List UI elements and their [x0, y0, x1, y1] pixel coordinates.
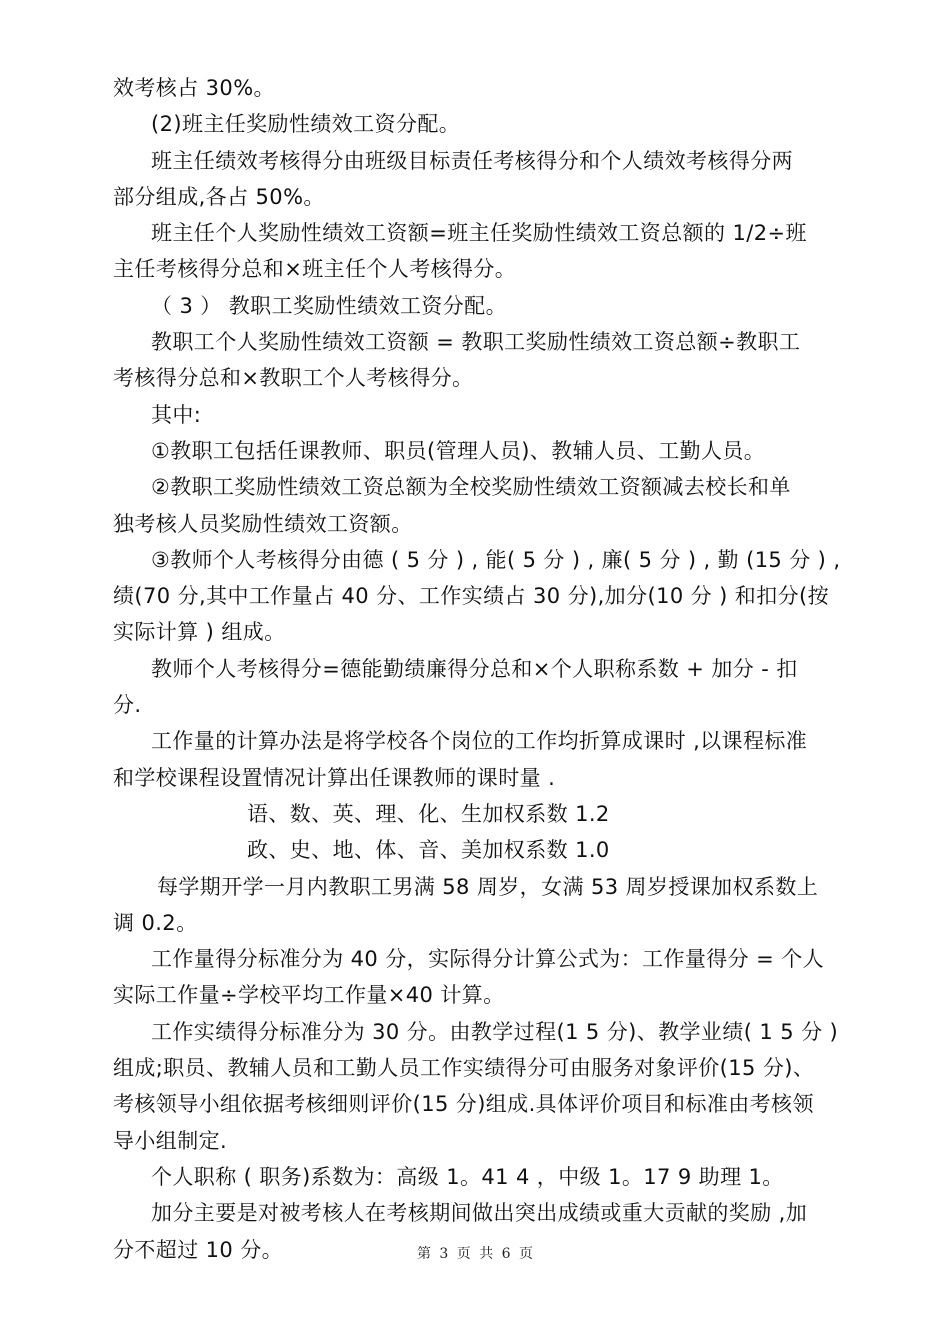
paragraph-line: ③教师个人考核得分由德 ( 5 分 ) , 能( 5 分 ) , 廉( 5 分 ) , 勤 (15 分 ) , [151, 547, 841, 572]
paragraph-line: 主任考核得分总和×班主任个人考核得分。 [113, 257, 517, 282]
paragraph-line: 导小组制定. [113, 1128, 228, 1153]
page-number-footer: 第 3 页 共 6 页 [416, 1246, 534, 1262]
paragraph-line: 教师个人考核得分=德能勤绩廉得分总和×个人职称系数 + 加分 - 扣 [151, 656, 798, 681]
paragraph-line: 效考核占 30%。 [113, 76, 275, 100]
paragraph-line: 部分组成,各占 50%。 [113, 184, 325, 209]
paragraph-line: 独考核人员奖励性绩效工资额。 [113, 511, 413, 536]
paragraph-line: 每学期开学一月内教职工男满 58 周岁，女满 53 周岁授课加权系数上 [157, 874, 819, 899]
paragraph-line: 班主任个人奖励性绩效工资额=班主任奖励性绩效工资总额的 1/2÷班 [151, 221, 807, 246]
paragraph-line: 工作实绩得分标准分为 30 分。由教学过程(1 5 分)、教学业绩( 1 5 分 ) [151, 1019, 839, 1044]
document-body [113, 70, 840, 1268]
paragraph-line: 个人职称 ( 职务)系数为：高级 1。41 4 ，中级 1。17 9 助理 1。 [151, 1164, 784, 1189]
paragraph-line: 考核得分总和×教职工个人考核得分。 [113, 366, 474, 391]
paragraph-line: 实际工作量÷学校平均工作量×40 计算。 [113, 983, 505, 1008]
paragraph-line: 政、史、地、体、音、美加权系数 1.0 [247, 838, 610, 863]
paragraph-line: 分. [113, 693, 142, 718]
paragraph-line: 考核领导小组依据考核细则评价(15 分)组成.具体评价项目和标准由考核领 [113, 1092, 814, 1117]
paragraph-line: 语、数、英、理、化、生加权系数 1.2 [247, 801, 610, 826]
paragraph-line: ②教职工奖励性绩效工资总额为全校奖励性绩效工资额减去校长和单 [151, 475, 791, 500]
paragraph-line: 绩(70 分,其中工作量占 40 分、工作实绩占 30 分),加分(10 分 ) 和扣分(按 [113, 584, 830, 609]
paragraph-line: （ 3 ） 教职工奖励性绩效工资分配。 [151, 293, 507, 318]
paragraph-line: 实际计算 ) 组成。 [113, 620, 286, 645]
paragraph-line: 工作量得分标准分为 40 分，实际得分计算公式为：工作量得分 = 个人 [151, 947, 825, 972]
paragraph-line: 组成;职员、教辅人员和工勤人员工作实绩得分可由服务对象评价(15 分)、 [113, 1056, 815, 1081]
paragraph-line: ①教职工包括任课教师、职员(管理人员)、教辅人员、工勤人员。 [151, 438, 766, 463]
paragraph-line: 分不超过 10 分。 [113, 1237, 284, 1262]
paragraph-line: 加分主要是对被考核人在考核期间做出突出成绩或重大贡献的奖励 ,加 [151, 1201, 808, 1226]
paragraph-line: (2)班主任奖励性绩效工资分配。 [151, 112, 461, 137]
paragraph-line: 班主任绩效考核得分由班级目标责任考核得分和个人绩效考核得分两 [151, 148, 793, 173]
paragraph-line: 教职工个人奖励性绩效工资额 = 教职工奖励性绩效工资总额÷教职工 [151, 330, 801, 355]
paragraph-line: 其中: [151, 402, 202, 427]
paragraph-line: 调 0.2。 [113, 910, 198, 935]
paragraph-line: 和学校课程设置情况计算出任课教师的课时量 . [113, 765, 556, 790]
paragraph-line: 工作量的计算办法是将学校各个岗位的工作均折算成课时 ,以课程标准 [151, 729, 808, 754]
